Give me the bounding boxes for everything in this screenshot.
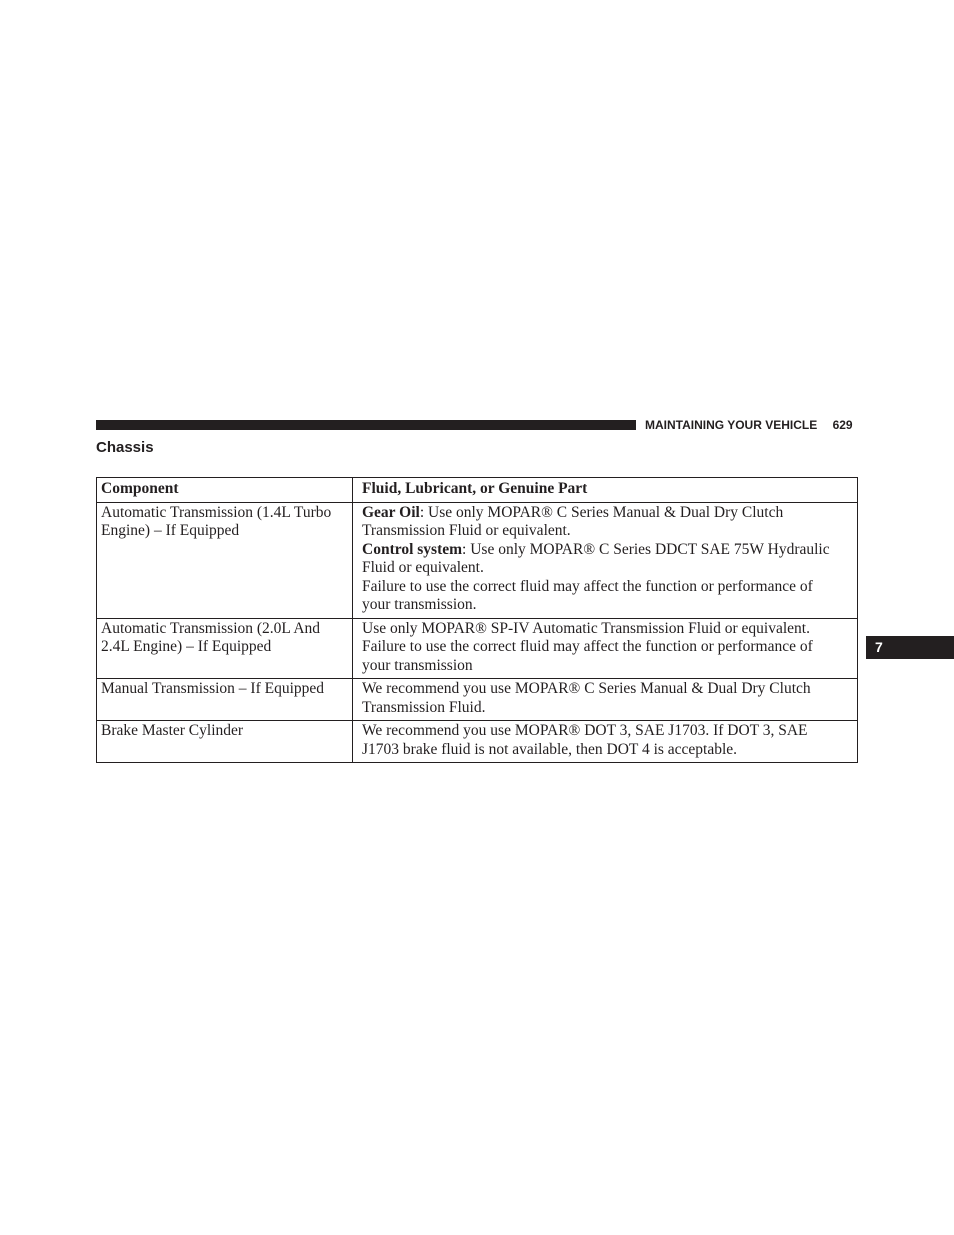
chapter-tab (866, 636, 954, 659)
running-header (645, 417, 859, 433)
fluid-cell: We recommend you use MOPAR® C Series Manual & Dual Dry Clutch Transmission Fluid. (353, 679, 858, 721)
gear-oil-spec (362, 504, 845, 541)
component-cell: Brake Master Cylinder (97, 721, 353, 763)
control-system-spec (362, 541, 845, 578)
gear-oil-text: : Use only MOPAR® C Series Manual & Dual Dry Clutch Transmission Fluid or equivalent. (362, 503, 784, 539)
chapter-number: 7 (875, 639, 883, 655)
page-number: 629 (832, 418, 853, 432)
fluid-warning: Failure to use the correct fluid may affect the function or performance of your transmission. (362, 577, 813, 613)
table-row (97, 618, 858, 679)
component-cell: Automatic Transmission (1.4L Turbo Engine) – If Equipped (97, 502, 353, 618)
fluid-warning: Failure to use the correct fluid may affect the function or performance of your transmission (362, 638, 813, 674)
fluid-cell: We recommend you use MOPAR® DOT 3, SAE J1703. If DOT 3, SAE J1703 brake fluid is not available, then DOT 4 is acceptable. (353, 721, 858, 763)
control-system-label: Control system (362, 540, 463, 558)
control-system-text: : Use only MOPAR® C Series DDCT SAE 75W Hydraulic Fluid or equivalent. (362, 540, 830, 576)
table-header-row (97, 478, 858, 503)
chassis-fluids-table (96, 477, 858, 763)
fluid-cell (353, 618, 858, 679)
fluid-spec: Use only MOPAR® SP-IV Automatic Transmission Fluid or equivalent. (362, 619, 810, 637)
component-cell: Automatic Transmission (2.0L And 2.4L Engine) – If Equipped (97, 618, 353, 679)
component-cell: Manual Transmission – If Equipped (97, 679, 353, 721)
column-header-fluid: Fluid, Lubricant, or Genuine Part (353, 478, 858, 503)
section-title: Chassis (96, 439, 154, 456)
column-header-component: Component (97, 478, 353, 503)
gear-oil-label: Gear Oil (362, 503, 420, 521)
table-row (97, 721, 858, 763)
header-section-label: MAINTAINING YOUR VEHICLE (645, 418, 818, 432)
header-rule (96, 420, 636, 430)
table-row (97, 502, 858, 618)
fluid-cell (353, 502, 858, 618)
table-row (97, 679, 858, 721)
